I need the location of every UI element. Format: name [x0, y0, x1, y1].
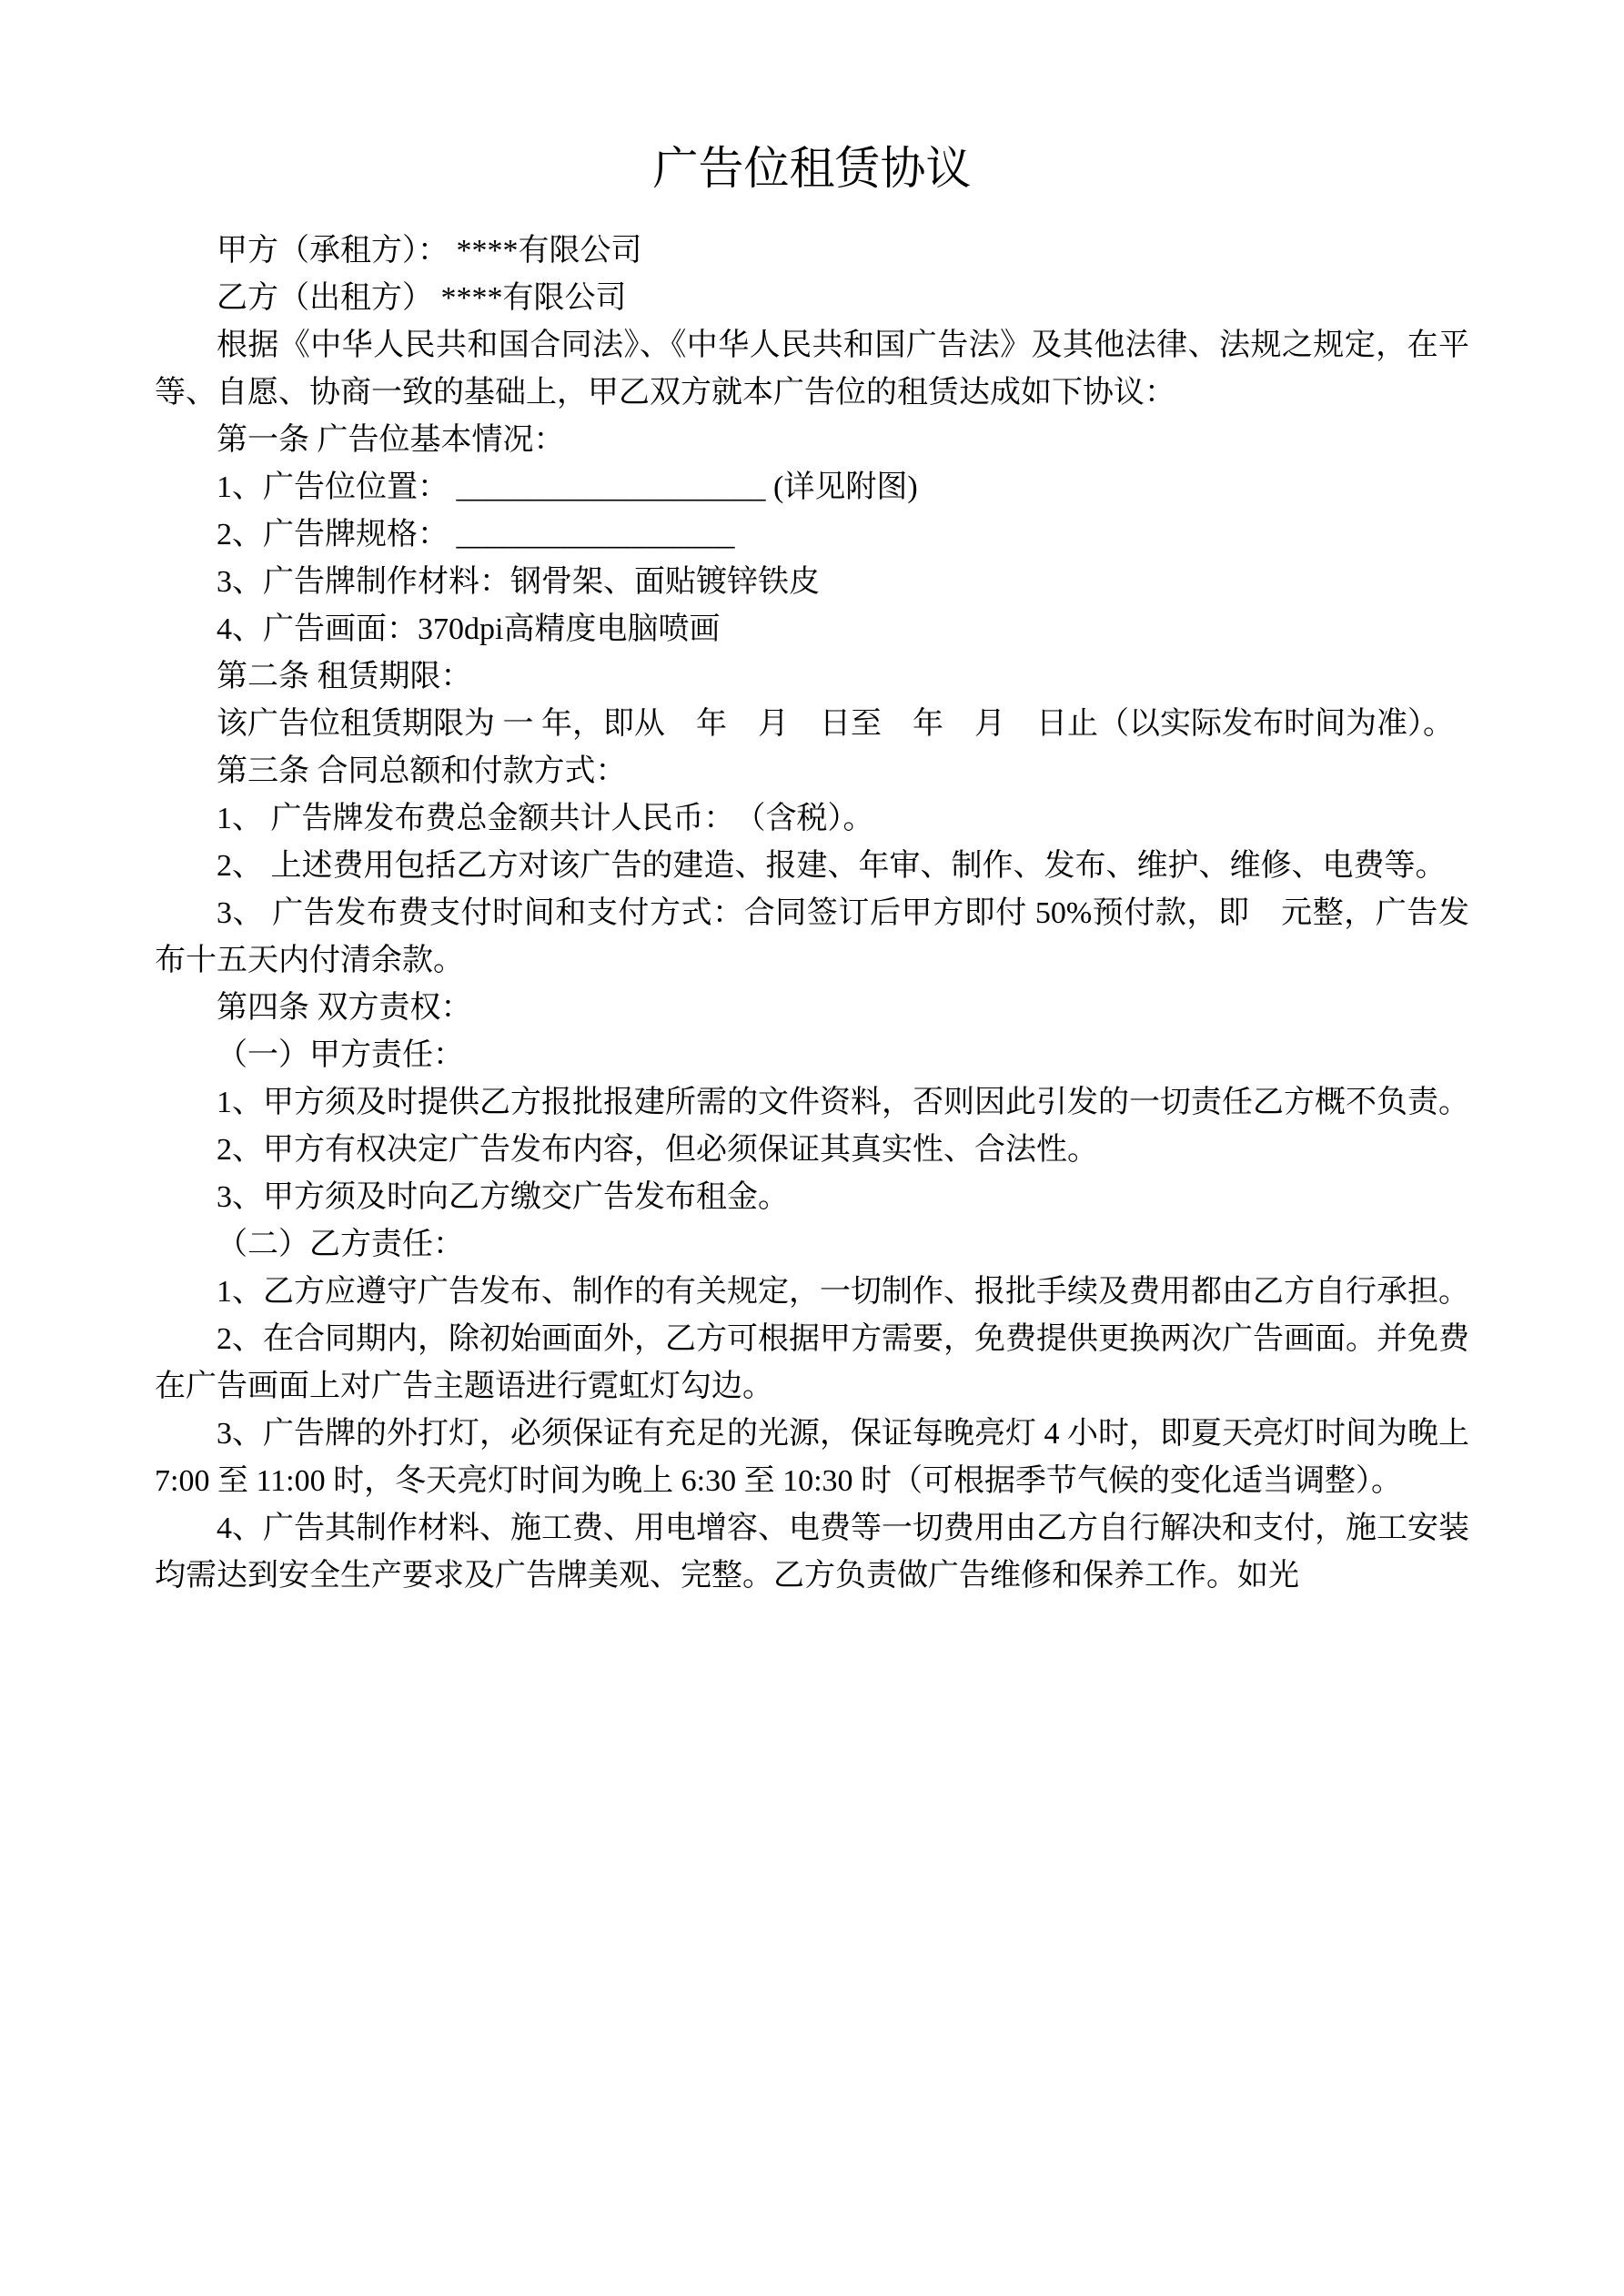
- document-body: [155, 228, 1478, 1600]
- document-title: 广告位租赁协议: [652, 143, 972, 194]
- party-b-duty-item3: 3、广告牌的外打灯，必须保证有充足的光源，保证每晚亮灯 4 小时，即夏天亮灯时间为晚上 7:00 至 11:00 时，冬天亮灯时间为晚上 6:30 至 10:30 时（可根据季节气候的变化适当调整）。: [155, 1417, 1478, 1498]
- party-b-line: 乙方（出租方） ****有限公司: [217, 281, 627, 315]
- article1-item-location: 1、广告位位置： ____________________ (详见附图): [217, 470, 918, 504]
- preamble-paragraph: 根据《中华人民共和国合同法》、《中华人民共和国广告法》及其他法律、法规之规定，在平等、自愿、协商一致的基础上，甲乙双方就本广告位的租赁达成如下协议：: [155, 329, 1469, 410]
- article3-item-fee-scope: 2、 上述费用包括乙方对该广告的建造、报建、年审、制作、发布、维护、维修、电费等。: [217, 849, 1447, 883]
- party-a-duty-item3: 3、甲方须及时向乙方缴交广告发布租金。: [217, 1180, 789, 1214]
- party-a-duty-item2: 2、甲方有权决定广告发布内容，但必须保证其真实性、合法性。: [217, 1133, 1098, 1167]
- party-b-duty-heading: （二）乙方责任：: [217, 1228, 464, 1261]
- article1-item-picture: 4、广告画面：370dpi高精度电脑喷画: [217, 612, 721, 646]
- article4-heading: 第四条 双方责权：: [217, 991, 472, 1025]
- party-a-line: 甲方（承租方）： ****有限公司: [217, 234, 642, 268]
- article1-heading: 第一条 广告位基本情况：: [217, 423, 565, 457]
- article3-item-payment: 3、 广告发布费支付时间和支付方式：合同签订后甲方即付 50%预付款，即 元整，广告发布十五天内付清余款。: [155, 896, 1469, 977]
- article1-item-spec: 2、广告牌规格： __________________: [217, 518, 735, 551]
- article3-item-amount: 1、 广告牌发布费总金额共计人民币： （含税）。: [217, 802, 874, 835]
- party-a-duty-item1: 1、甲方须及时提供乙方报批报建所需的文件资料，否则因此引发的一切责任乙方概不负责。: [217, 1086, 1469, 1119]
- party-b-duty-item2: 2、在合同期内，除初始画面外，乙方可根据甲方需要，免费提供更换两次广告画面。并免费在广告画面上对广告主题语进行霓虹灯勾边。: [155, 1322, 1469, 1403]
- article1-item-material: 3、广告牌制作材料：钢骨架、面贴镀锌铁皮: [217, 565, 820, 599]
- article2-heading: 第二条 租赁期限：: [217, 660, 472, 693]
- article3-heading: 第三条 合同总额和付款方式：: [217, 754, 627, 788]
- article2-body: 该广告位租赁期限为 一 年，即从 年 月 日至 年 月 日止（以实际发布时间为准）。: [217, 707, 1454, 741]
- party-b-duty-item4: 4、广告其制作材料、施工费、用电增容、电费等一切费用由乙方自行解决和支付，施工安装均需达到安全生产要求及广告牌美观、完整。乙方负责做广告维修和保养工作。如光: [155, 1512, 1469, 1593]
- party-a-duty-heading: （一）甲方责任：: [217, 1038, 464, 1072]
- party-b-duty-item1: 1、乙方应遵守广告发布、制作的有关规定，一切制作、报批手续及费用都由乙方自行承担。: [217, 1275, 1469, 1309]
